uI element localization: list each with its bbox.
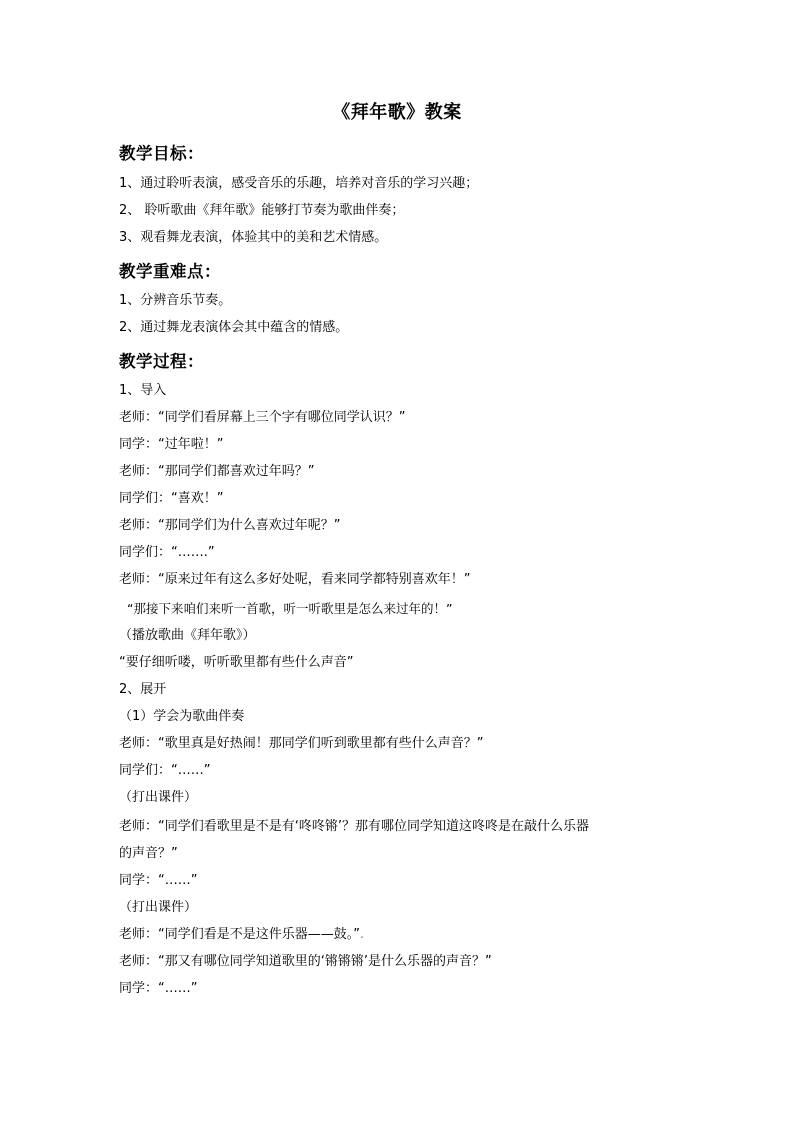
process-line: （打出课件） [119, 790, 198, 805]
process-line: 同学们：“…….” [119, 545, 215, 560]
objective-item: 3、观看舞龙表演，体验其中的美和艺术情感。 [119, 230, 388, 245]
process-line: “要仔细听喽，听听歌里都有些什么声音” [119, 655, 354, 670]
process-line: 同学：“……” [119, 981, 198, 996]
process-line: 老师：“原来过年有这么多好处呢，看来同学都特别喜欢年！” [119, 572, 471, 587]
process-line: 老师：“歌里真是好热闹！那同学们听到歌里都有些什么声音？” [119, 736, 484, 751]
process-line: （打出课件） [119, 900, 198, 915]
process-line: （1）学会为歌曲伴奏 [119, 709, 245, 724]
process-line: 1、导入 [119, 383, 167, 398]
process-line: 老师：“同学们看屏幕上三个字有哪位同学认识？” [119, 410, 406, 425]
objectives-heading: 教学目标： [119, 144, 204, 163]
process-line: 同学们：“……” [119, 763, 211, 778]
process-heading: 教学过程： [119, 352, 204, 371]
process-line: 的声音？” [119, 846, 178, 861]
process-line: “那接下来咱们来听一首歌，听一听歌里是怎么来过年的！” [127, 601, 453, 616]
key-points-heading: 教学重难点： [119, 262, 221, 281]
process-line: 同学：“过年啦！” [119, 437, 224, 452]
process-line: 老师：“那同学们都喜欢过年吗？” [119, 464, 315, 479]
process-line: 老师：“同学们看歌里是不是有‘咚咚锵’？那有哪位同学知道这咚咚是在敲什么乐器 [119, 819, 590, 834]
key-point-item: 2、通过舞龙表演体会其中蕴含的情感。 [119, 320, 349, 335]
process-line-text: 老师：“同学们看是不是这件乐器——鼓。” [119, 927, 360, 942]
process-line: 老师：“那同学们为什么喜欢过年呢？” [119, 518, 341, 533]
process-line: 2、展开 [119, 682, 167, 697]
key-point-item: 1、分辨音乐节奏。 [119, 293, 232, 308]
accent-dot: . [359, 927, 365, 942]
process-line: 老师：“那又有哪位同学知道歌里的‘锵锵锵’是什么乐器的声音？” [119, 954, 492, 969]
process-line [119, 926, 364, 944]
objective-item: 2、 聆听歌曲《拜年歌》能够打节奏为歌曲伴奏； [119, 203, 405, 218]
process-line: 同学们：“喜欢！” [119, 491, 224, 506]
process-line: （播放歌曲《拜年歌》） [119, 628, 256, 643]
process-line: 同学：“……” [119, 873, 198, 888]
objective-item: 1、通过聆听表演，感受音乐的乐趣，培养对音乐的学习兴趣； [119, 176, 479, 191]
document-title: 《拜年歌》教案 [332, 102, 462, 123]
